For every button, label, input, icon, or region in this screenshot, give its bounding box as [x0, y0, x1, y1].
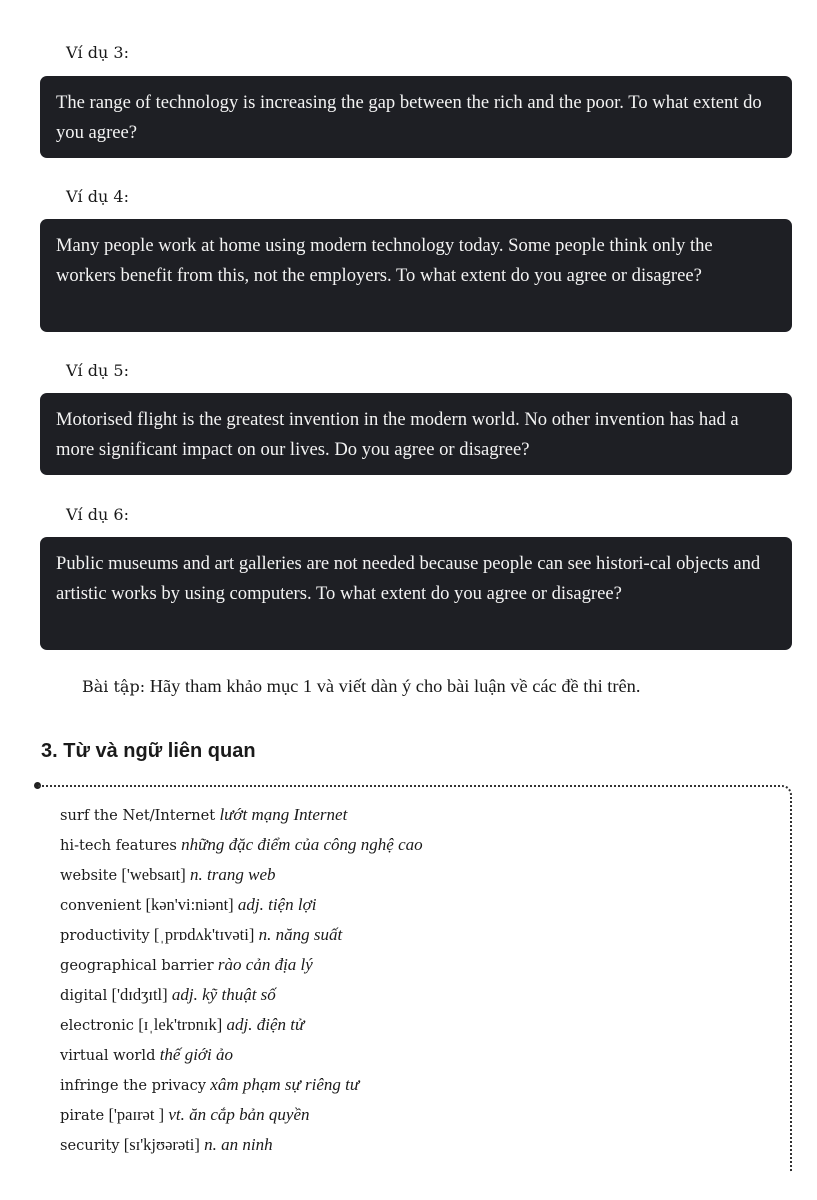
vocab-pos: adj. [171, 985, 198, 1004]
vocab-ipa: [ɪˌlek'trɒnɪk] [138, 1015, 223, 1034]
vocab-pos: n. [190, 865, 203, 884]
vocab-item [60, 860, 423, 890]
question-text: Public museums and art galleries are not needed because people can see histori-cal objects and artistic works by using computers. To what extent do you agree or disagree? [56, 553, 761, 604]
vocab-meaning: an ninh [221, 1135, 273, 1154]
vocab-meaning: những đặc điểm của công nghệ cao [181, 835, 423, 854]
vocab-term: surf the Net/Internet [60, 807, 216, 824]
exercise-line [82, 676, 640, 697]
vocab-item [60, 1010, 423, 1040]
vocab-meaning: ăn cắp bản quyền [189, 1105, 310, 1124]
vocab-meaning: tiện lợi [268, 895, 317, 914]
vocab-item [60, 1100, 423, 1130]
vocab-ipa: ['websaɪt] [121, 865, 186, 884]
vocab-meaning: trang web [207, 865, 276, 884]
vocab-item [60, 1040, 423, 1070]
exercise-text: Hãy tham khảo mục 1 và viết dàn ý cho bài luận về các đề thi trên. [149, 676, 641, 696]
vocab-ipa: ['paɪrət ] [108, 1105, 165, 1124]
vocab-meaning: lướt mạng Internet [219, 805, 348, 824]
vocab-term: convenient [60, 897, 142, 914]
vocab-term: digital [60, 987, 108, 1004]
vocab-term: infringe the privacy [60, 1077, 207, 1094]
question-box [40, 219, 792, 332]
vocab-meaning: rào cản địa lý [217, 955, 313, 974]
example-label: Ví dụ 3: [66, 43, 129, 62]
vocab-pos: adj. [237, 895, 264, 914]
question-box [40, 76, 792, 158]
vocab-ipa: [sɪ'kjʊərəti] [123, 1135, 200, 1154]
vocab-term: hi-tech features [60, 837, 177, 854]
question-text: Motorised flight is the greatest invention in the modern world. No other invention has had a more significant impact on our lives. Do you agree or disagree? [56, 409, 739, 460]
question-text: The range of technology is increasing the gap between the rich and the poor. To what extent do you agree? [56, 92, 762, 143]
question-box [40, 393, 792, 475]
example-label: Ví dụ 6: [66, 505, 129, 524]
vocab-ipa: ['dɪdʒɪtl] [111, 985, 168, 1004]
vocab-meaning: kỹ thuật số [202, 985, 276, 1004]
vocab-term: virtual world [60, 1047, 156, 1064]
vocab-item [60, 890, 423, 920]
section-title: 3. Từ và ngữ liên quan [41, 740, 256, 762]
vocab-meaning: năng suất [275, 925, 343, 944]
vocab-term: pirate [60, 1107, 105, 1124]
vocab-ipa: [kən'vi:niənt] [145, 895, 234, 914]
vocab-item [60, 830, 423, 860]
vocab-pos: vt. [168, 1105, 185, 1124]
vocab-term: productivity [60, 927, 150, 944]
vocab-term: electronic [60, 1017, 134, 1034]
vocab-meaning: điện tử [256, 1015, 305, 1034]
vocab-item [60, 800, 423, 830]
vocab-item [60, 1070, 423, 1100]
vocab-term: security [60, 1137, 120, 1154]
example-label: Ví dụ 4: [66, 187, 129, 206]
vocab-item [60, 980, 423, 1010]
question-box [40, 537, 792, 650]
vocab-list [60, 800, 423, 1160]
vocab-item [60, 1130, 423, 1160]
vocab-pos: adj. [226, 1015, 253, 1034]
example-label: Ví dụ 5: [66, 361, 129, 380]
vocab-item [60, 950, 423, 980]
vocab-meaning: xâm phạm sự riêng tư [210, 1075, 360, 1094]
vocab-item [60, 920, 423, 950]
vocab-pos: n. [204, 1135, 217, 1154]
question-text: Many people work at home using modern technology today. Some people think only the workers benefit from this, not the employers. To what extent do you agree or disagree? [56, 235, 713, 286]
vocab-pos: n. [258, 925, 272, 944]
vocab-term: website [60, 867, 118, 884]
vocab-meaning: thế giới ảo [159, 1045, 233, 1064]
vocab-term: geographical barrier [60, 957, 214, 974]
exercise-label: Bài tập: [82, 677, 146, 696]
vocab-ipa: [ˌprɒdʌk'tɪvəti] [153, 925, 255, 944]
